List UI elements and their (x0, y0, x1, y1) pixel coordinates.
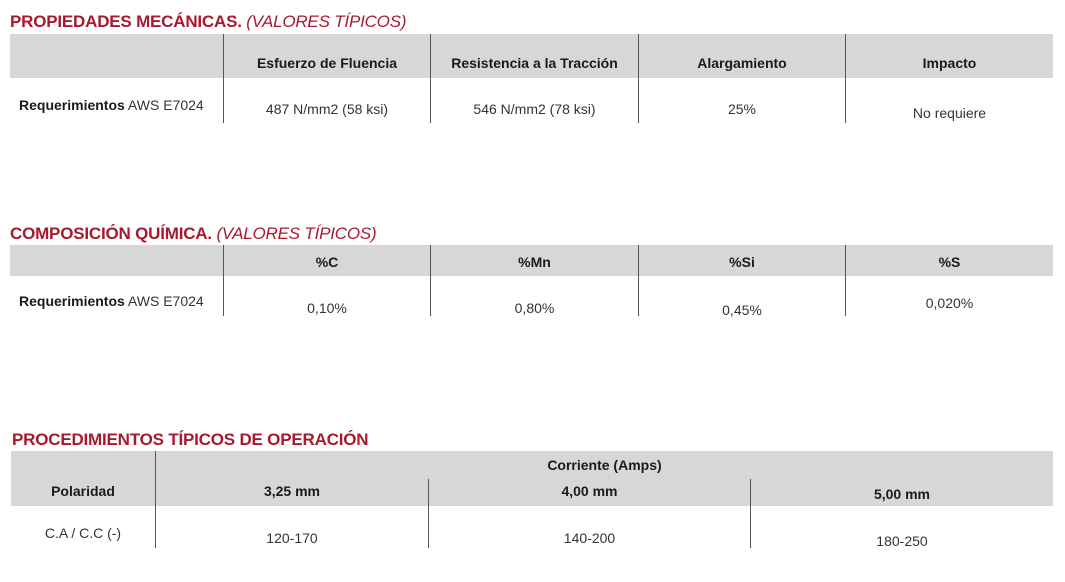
operation-value-5-00mm: 180-250 (876, 533, 928, 549)
operation-value-polarity: C.A / C.C (-) (44, 525, 122, 541)
chemical-row-label (19, 293, 204, 309)
mechanical-row-label (19, 97, 204, 113)
mechanical-value-elongation: 25% (727, 101, 757, 117)
operation-header-polarity: Polaridad (51, 483, 115, 499)
mechanical-header-yield: Esfuerzo de Fluencia (256, 55, 398, 71)
row-label-bold: Requerimientos (19, 293, 125, 309)
chemical-header-manganese: %Mn (518, 254, 551, 270)
chemical-value-sulfur: 0,020% (925, 295, 974, 311)
mechanical-value-impact: No requiere (912, 105, 987, 121)
operation-value-4-00mm: 140-200 (563, 530, 616, 546)
operation-title: PROCEDIMIENTOS TÍPICOS DE OPERACIÓN (12, 430, 369, 449)
mechanical-value-yield: 487 N/mm2 (58 ksi) (265, 101, 389, 117)
chemical-header-carbon: %C (315, 254, 339, 270)
mechanical-title (10, 12, 406, 32)
operation-value-3-25mm: 120-170 (266, 530, 318, 546)
mechanical-value-tensile: 546 N/mm2 (78 ksi) (473, 101, 596, 117)
chemical-title (10, 224, 376, 244)
mechanical-header-impact: Impacto (922, 55, 977, 71)
chemical-value-manganese: 0,80% (514, 300, 555, 316)
row-label-bold: Requerimientos (19, 97, 125, 113)
operation-header-4-00mm: 4,00 mm (561, 483, 618, 499)
chemical-value-silicon: 0,45% (722, 302, 762, 318)
mechanical-header-tensile: Resistencia a la Tracción (451, 55, 618, 71)
mechanical-subtitle: (VALORES TÍPICOS) (246, 12, 407, 31)
chemical-header-silicon: %Si (729, 254, 755, 270)
row-label-standard: AWS E7024 (124, 293, 204, 309)
chemical-value-carbon: 0,10% (307, 300, 347, 316)
mechanical-title-text: PROPIEDADES MECÁNICAS. (10, 12, 242, 31)
chemical-subtitle: (VALORES TÍPICOS) (216, 224, 377, 243)
row-label-standard: AWS E7024 (124, 97, 204, 113)
operation-group-header: Corriente (Amps) (547, 457, 662, 473)
operation-header-5-00mm: 5,00 mm (873, 486, 931, 502)
mechanical-header-elongation: Alargamiento (697, 55, 787, 71)
operation-header-3-25mm: 3,25 mm (263, 483, 321, 499)
chemical-header-sulfur: %S (938, 254, 961, 270)
chemical-title-text: COMPOSICIÓN QUÍMICA. (10, 224, 212, 243)
